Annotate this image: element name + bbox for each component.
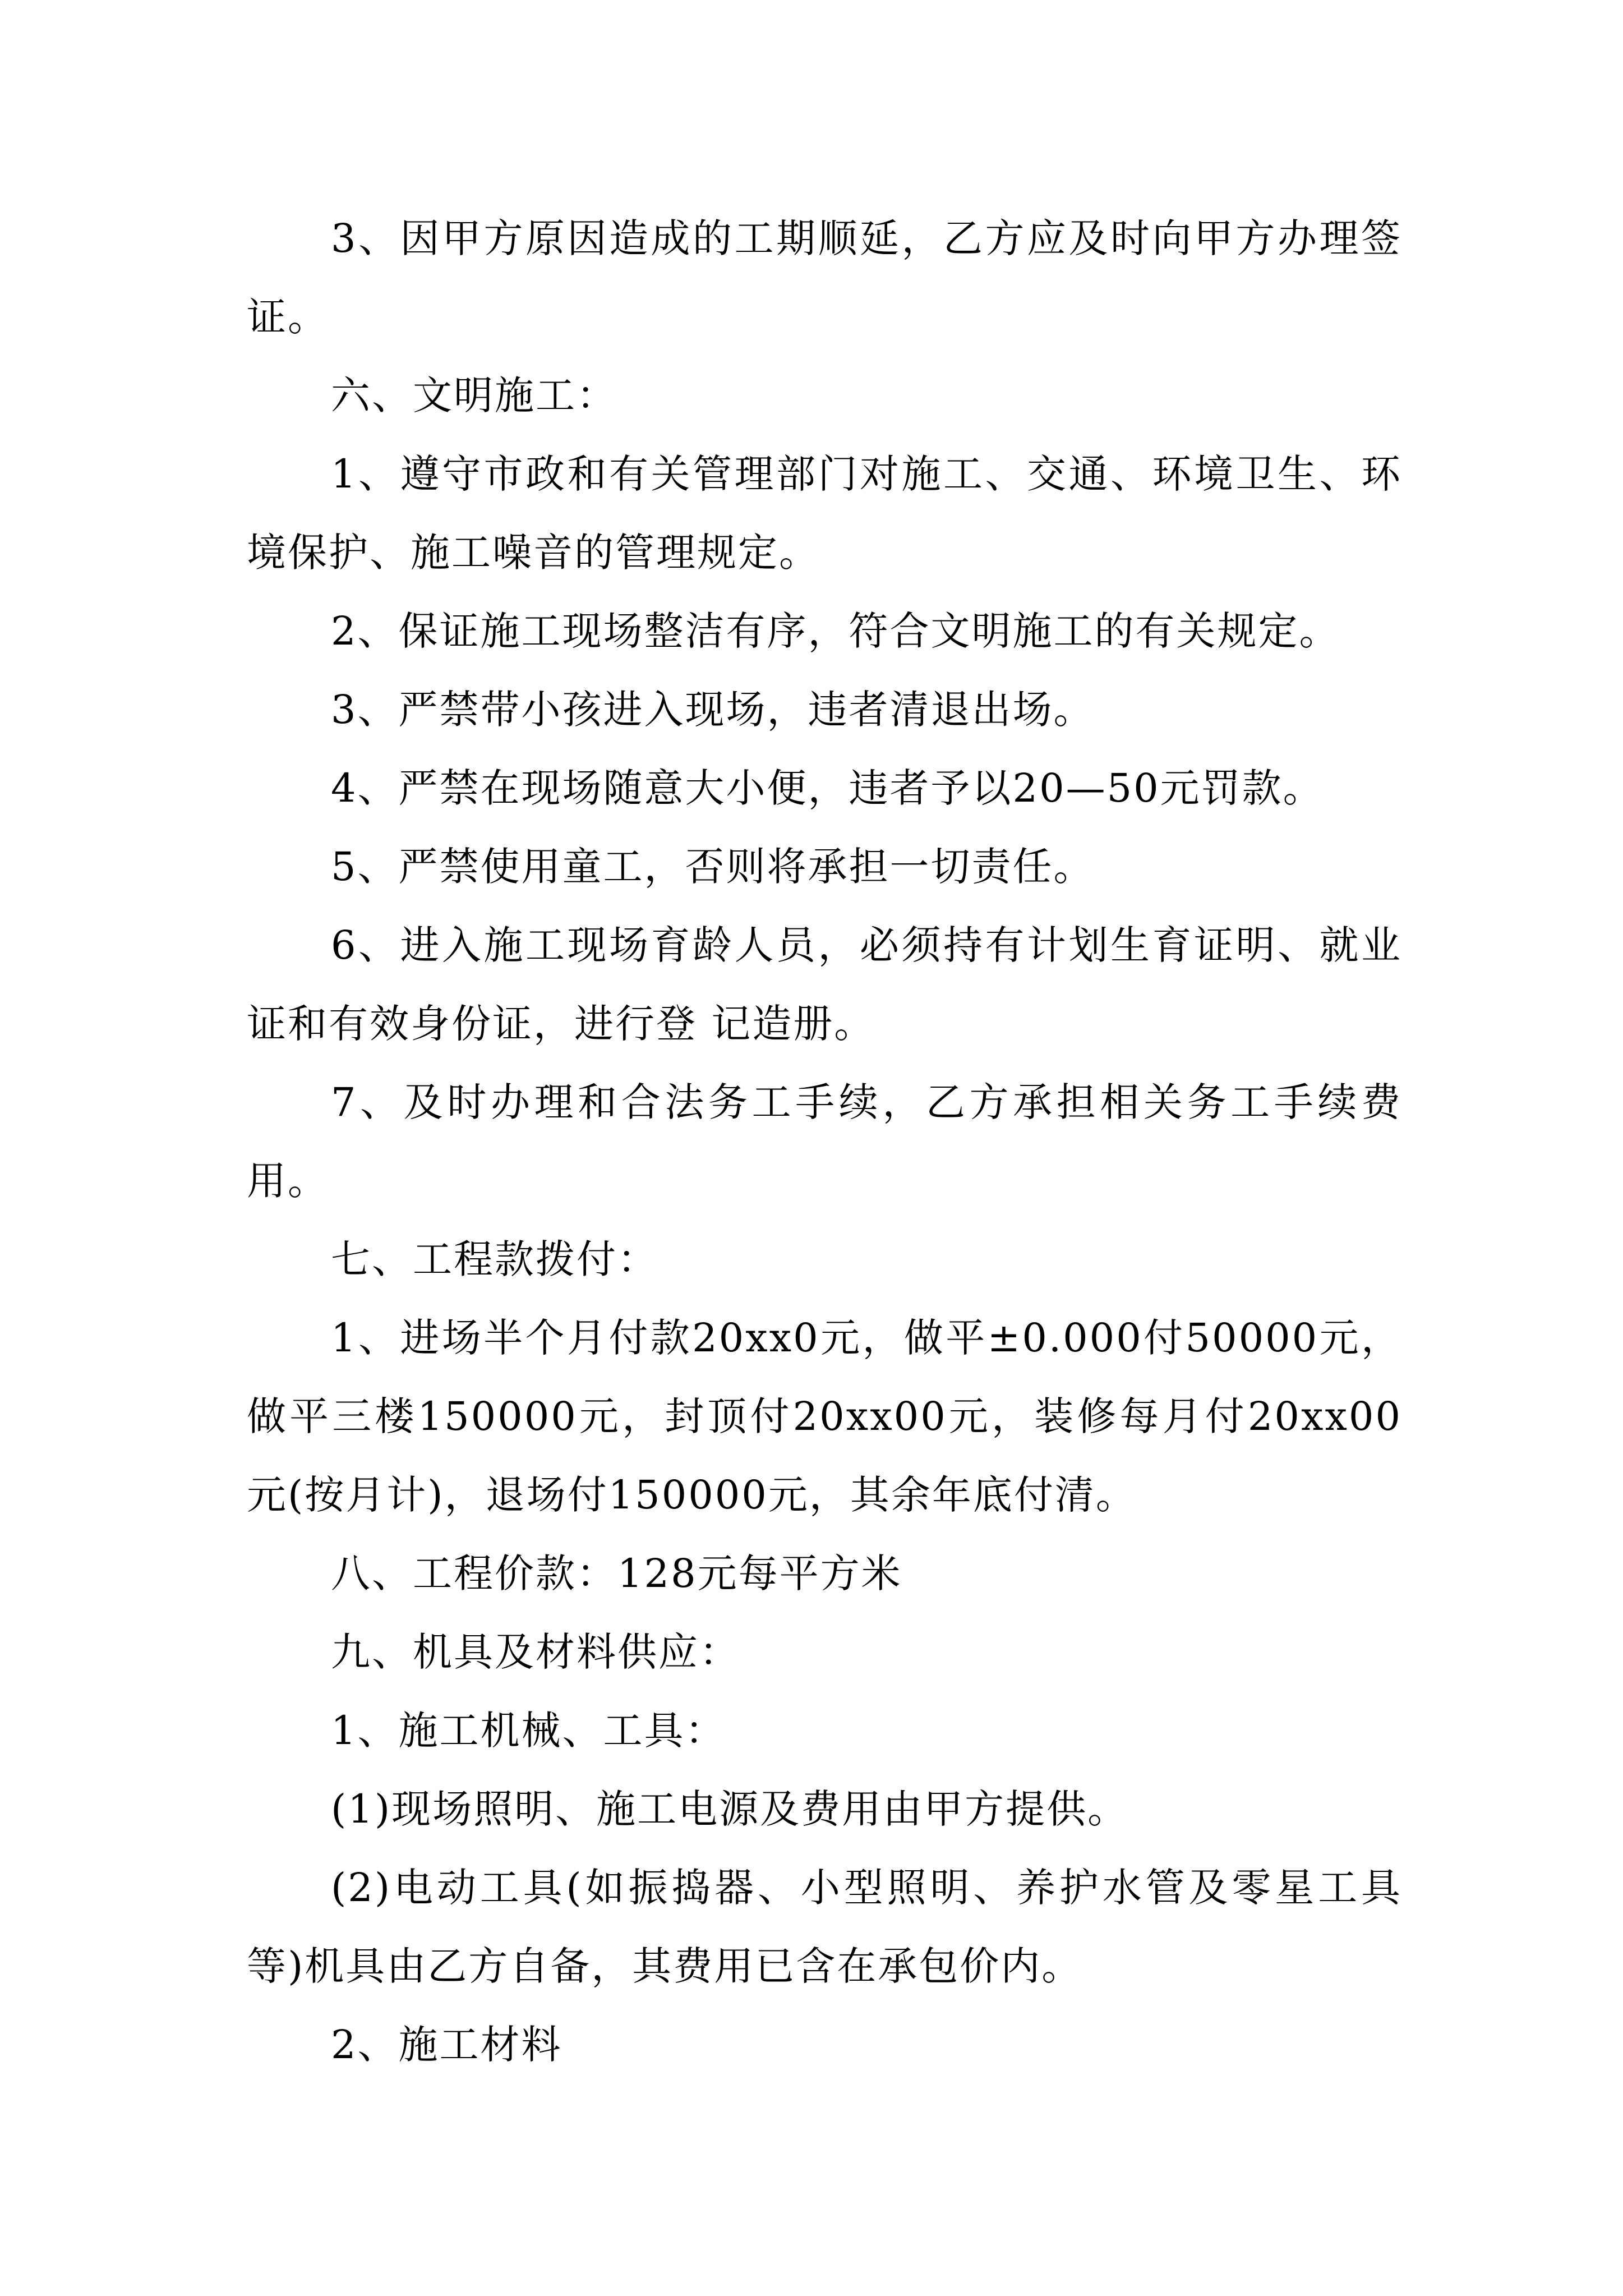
paragraph-site-tidiness: 2、保证施工现场整洁有序，符合文明施工的有关规定。 (331, 608, 1340, 654)
paragraph-construction-materials: 2、施工材料 (331, 2022, 562, 2068)
section-heading-payment: 七、工程款拨付： (331, 1236, 658, 1282)
section-heading-civilized-construction: 六、文明施工： (331, 372, 617, 418)
paragraph-worker-registration: 6、进入施工现场育龄人员，必须持有计划生育证明、就业证和有效身份证，进行登 记造册。 (247, 922, 1402, 1047)
section-heading-project-price: 八、工程价款：128元每平方米 (331, 1550, 902, 1596)
paragraph-labor-procedures: 7、及时办理和合法务工手续，乙方承担相关务工手续费用。 (247, 1079, 1402, 1204)
paragraph-no-children: 3、严禁带小孩进入现场，违者清退出场。 (331, 687, 1095, 733)
paragraph-sanitation-fine: 4、严禁在现场随意大小便，违者予以20—50元罚款。 (331, 765, 1324, 811)
document-body (247, 199, 1402, 2084)
paragraph-municipal-regulations: 1、遵守市政和有关管理部门对施工、交通、环境卫生、环境保护、施工噪音的管理规定。 (247, 451, 1402, 576)
paragraph-no-child-labor: 5、严禁使用童工，否则将承担一切责任。 (331, 844, 1095, 890)
paragraph-lighting-power: (1)现场照明、施工电源及费用由甲方提供。 (331, 1786, 1129, 1832)
paragraph-electric-tools: (2)电动工具(如振捣器、小型照明、养护水管及零星工具等)机具由乙方自备，其费用已含在承包价内。 (247, 1865, 1402, 1989)
paragraph-payment-schedule: 1、进场半个月付款20xx0元，做平±0.000付50000元，做平三楼150000元，封顶付20xx00元，装修每月付20xx00元(按月计)，退场付150000元，其余年底付清。 (247, 1315, 1402, 1518)
paragraph-machinery-tools: 1、施工机械、工具： (331, 1708, 726, 1754)
paragraph-visa-handling: 3、因甲方原因造成的工期顺延，乙方应及时向甲方办理签证。 (247, 215, 1402, 340)
section-heading-equipment-supply: 九、机具及材料供应： (331, 1629, 740, 1675)
